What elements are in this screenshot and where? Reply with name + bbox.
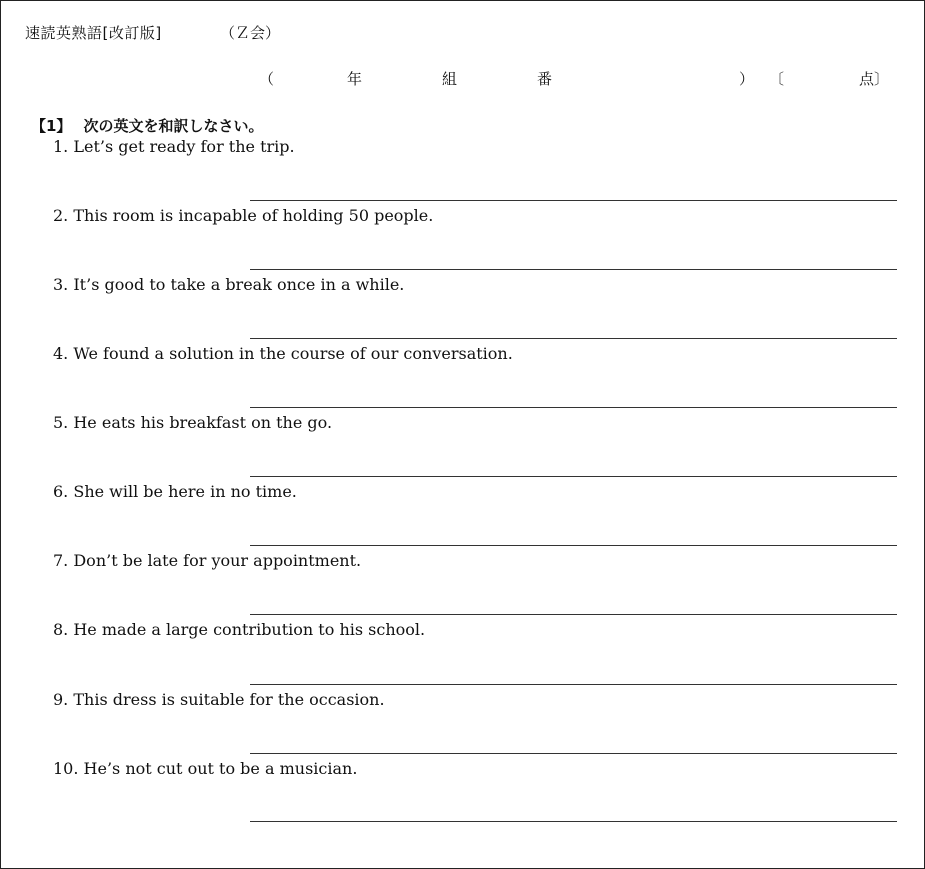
section-heading xyxy=(31,115,263,136)
section-number: 【1】 xyxy=(31,117,72,135)
year-label: 年 xyxy=(347,70,363,88)
publisher-label: （Ｚ会） xyxy=(220,24,281,42)
answer-line-1 xyxy=(250,200,897,201)
score-label: 点〕 xyxy=(859,70,890,88)
score-open-bracket: 〔 xyxy=(769,70,785,88)
answer-line-5 xyxy=(250,476,897,477)
section-instruction: 次の英文を和訳しなさい。 xyxy=(83,117,264,135)
question-3: 3. It’s good to take a break once in a while. xyxy=(53,275,405,294)
number-label: 番 xyxy=(537,70,553,88)
answer-line-10 xyxy=(250,821,897,822)
answer-line-8 xyxy=(250,684,897,685)
question-6: 6. She will be here in no time. xyxy=(53,482,297,501)
answer-line-3 xyxy=(250,338,897,339)
info-close-paren: ） xyxy=(739,70,755,88)
class-label: 組 xyxy=(442,70,458,88)
question-9: 9. This dress is suitable for the occasion. xyxy=(53,690,385,709)
answer-line-9 xyxy=(250,753,897,754)
question-2: 2. This room is incapable of holding 50 people. xyxy=(53,206,434,225)
worksheet-title: 速読英熟語[改訂版] xyxy=(25,24,162,42)
answer-line-4 xyxy=(250,407,897,408)
answer-line-6 xyxy=(250,545,897,546)
info-open-paren: （ xyxy=(259,70,275,88)
answer-line-7 xyxy=(250,614,897,615)
question-8: 8. He made a large contribution to his school. xyxy=(53,620,426,639)
question-7: 7. Don’t be late for your appointment. xyxy=(53,551,362,570)
answer-line-2 xyxy=(250,269,897,270)
question-10: 10. He’s not cut out to be a musician. xyxy=(53,759,358,778)
question-1: 1. Let’s get ready for the trip. xyxy=(53,137,295,156)
question-4: 4. We found a solution in the course of our conversation. xyxy=(53,344,513,363)
question-5: 5. He eats his breakfast on the go. xyxy=(53,413,333,432)
